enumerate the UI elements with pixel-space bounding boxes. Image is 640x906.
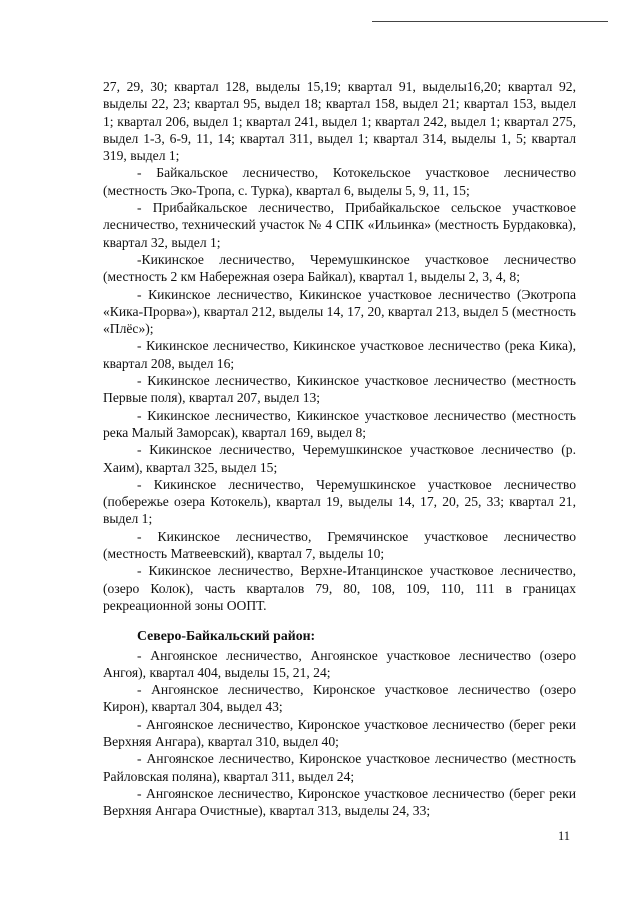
document-body [103, 78, 576, 819]
section-heading: Северо-Байкальский район: [137, 628, 316, 644]
section-paragraph-3: - Ангоянское лесничество, Киронское участковое лесничество (берег реки Верхняя Ангара), квартал 310, выдел 40; [103, 716, 576, 749]
page-number: 11 [558, 829, 571, 843]
paragraph-continuation: 27, 29, 30; квартал 128, выделы 15,19; квартал 91, выделы16,20; квартал 92, выделы 22, 23; квартал 95, выдел 18; квартал 158, выдел 21; квартал 153, выдел 1; квартал 206, выдел 1; квартал 241, выдел 1; квартал 242, выдел 1; квартал 275, выдел 1-3, 6-9, 11, 14; квартал 311, выдел 1; квартал 314, выделы 1, 5; квартал 319, выдел 1; [103, 79, 576, 164]
paragraph-kikinskoe-9: - Кикинское лесничество, Верхне-Итанцинское участковое лесничество, (озеро Колок), часть кварталов 79, 80, 108, 109, 110, 111 в границах рекреационной зоны ООПТ. [103, 563, 576, 613]
section-paragraph-2: - Ангоянское лесничество, Киронское участковое лесничество (озеро Кирон), квартал 304, выдел 43; [103, 682, 576, 715]
paragraph-kikinskoe-8: - Кикинское лесничество, Гремячинское участковое лесничество (местность Матвеевский), квартал 7, выделы 10; [103, 528, 576, 562]
paragraph-kikinskoe-3: - Кикинское лесничество, Кикинское участковое лесничество (река Кика), квартал 208, выдел 16; [103, 338, 576, 371]
section-paragraph-1: - Ангоянское лесничество, Ангоянское участковое лесничество (озеро Ангоя), квартал 404, выделы 15, 21, 24; [103, 647, 576, 680]
paragraph-kikinskoe-4: - Кикинское лесничество, Кикинское участковое лесничество (местность Первые поля), квартал 207, выдел 13; [103, 373, 576, 406]
paragraph-kikinskoe-7: - Кикинское лесничество, Черемушкинское участковое лесничество (побережье озера Котокель), квартал 19, выделы 14, 17, 20, 25, 33; квартал 21, выдел 1; [103, 476, 576, 527]
paragraph-kikinskoe-5: - Кикинское лесничество, Кикинское участковое лесничество (местность река Малый Заморсак), квартал 169, выдел 8; [103, 407, 576, 440]
paragraph-kikinskoe-1: -Кикинское лесничество, Черемушкинское участковое лесничество (местность 2 км Набережная озера Байкал), квартал 1, выделы 2, 3, 4, 8; [103, 251, 576, 285]
paragraph-baikalskoe: - Байкальское лесничество, Котокельское участковое лесничество (местность Эко-Тропа, с. Турка), квартал 6, выделы 5, 9, 11, 15; [103, 165, 576, 198]
section-paragraph-4: - Ангоянское лесничество, Киронское участковое лесничество (местность Райловская поляна), квартал 311, выдел 24; [103, 751, 576, 784]
paragraph-kikinskoe-6: - Кикинское лесничество, Черемушкинское участковое лесничество (р. Хаим), квартал 325, выдел 15; [103, 442, 576, 475]
header-rule [372, 21, 608, 22]
section-paragraph-5: - Ангоянское лесничество, Киронское участковое лесничество (берег реки Верхняя Ангара Очистные), квартал 313, выделы 24, 33; [103, 785, 576, 819]
section-gap [103, 614, 576, 627]
paragraph-kikinskoe-2: - Кикинское лесничество, Кикинское участковое лесничество (Экотропа «Кика-Прорва»), квартал 212, выделы 14, 17, 20, квартал 213, выдел 5 (местность «Плёс»); [103, 286, 576, 337]
paragraph-pribaikalskoe: - Прибайкальское лесничество, Прибайкальское сельское участковое лесничество, технический участок № 4 СПК «Ильинка» (местность Бурдаковка), квартал 32, выдел 1; [103, 200, 576, 250]
